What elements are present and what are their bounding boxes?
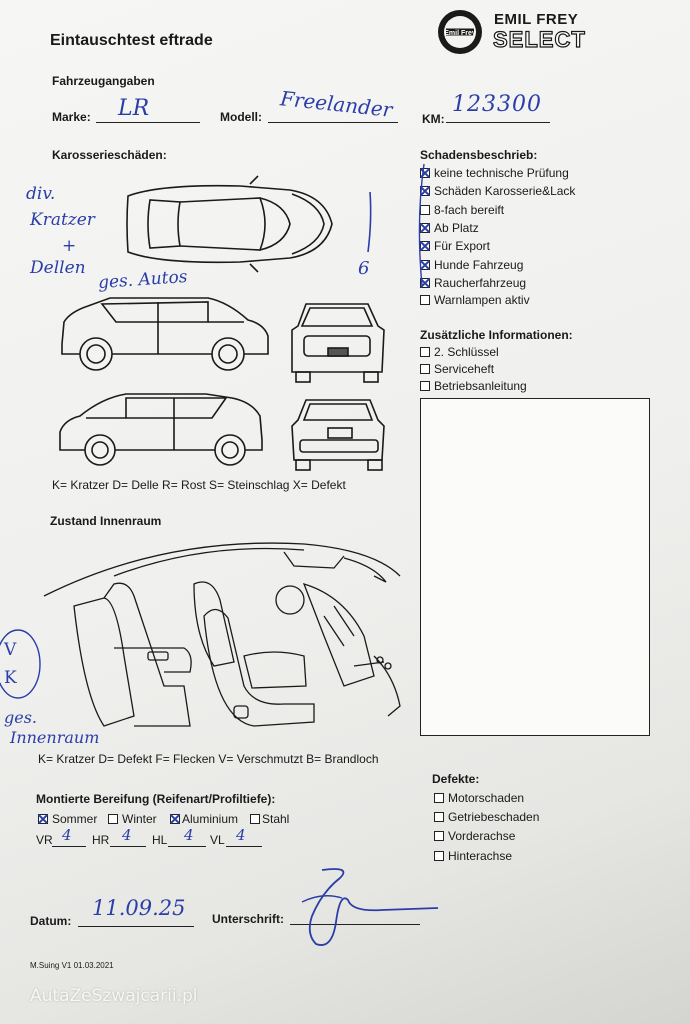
modell-label: Modell: <box>220 110 262 124</box>
car-rear-view-icon <box>290 396 390 471</box>
signature-image[interactable] <box>282 862 442 952</box>
depth-vr-value[interactable]: 4 <box>62 826 72 844</box>
logo-line1: EMIL FREY <box>494 11 579 28</box>
depth-line <box>226 846 262 847</box>
logo-seal-icon <box>436 8 486 56</box>
car-side-view-left-icon <box>56 390 271 470</box>
additional-label: Zusätzliche Informationen: <box>420 328 573 342</box>
body-note-4: Dellen <box>30 258 86 278</box>
km-value[interactable]: 123300 <box>452 92 542 117</box>
checkbox-motorschaden[interactable] <box>434 793 444 803</box>
body-note-2: Kratzer <box>30 210 95 230</box>
form-title: Eintauschtest eftrade <box>50 32 213 49</box>
checkbox-serviceheft[interactable] <box>420 364 430 374</box>
body-note-1: div. <box>26 184 56 204</box>
emil-frey-select-logo <box>436 8 584 56</box>
logo-line2: SELECT <box>493 27 586 52</box>
list-item: Ab Platz <box>434 221 479 235</box>
checkbox-vorderachse[interactable] <box>434 831 444 841</box>
checkbox-sommer[interactable] <box>38 814 48 824</box>
car-top-view-icon <box>120 174 335 274</box>
body-note-3: + <box>62 236 77 256</box>
modell-line <box>268 122 398 123</box>
tire-type-sommer: Sommer <box>52 812 98 826</box>
list-item: Getriebeschaden <box>448 810 540 824</box>
body-side-mark: 6 <box>358 258 370 279</box>
tire-type-winter: Winter <box>122 812 157 826</box>
notes-box[interactable] <box>420 398 650 736</box>
depth-vl-label: VL <box>210 833 225 847</box>
checkbox-winter[interactable] <box>108 814 118 824</box>
depth-line <box>110 846 146 847</box>
checkbox-betriebsanleitung[interactable] <box>420 381 430 391</box>
vehicle-section-label: Fahrzeugangaben <box>52 74 155 88</box>
checkbox-getriebeschaden[interactable] <box>434 812 444 822</box>
tire-type-stahl: Stahl <box>262 812 290 826</box>
list-item: Für Export <box>434 239 491 253</box>
marke-line <box>96 122 200 123</box>
interior-label: Zustand Innenraum <box>50 514 162 528</box>
interior-legend: K= Kratzer D= Defekt F= Flecken V= Verschmutzt B= Brandloch <box>38 752 379 766</box>
interior-note-3: ges. <box>4 708 38 727</box>
defects-label: Defekte: <box>432 772 480 786</box>
body-damage-legend: K= Kratzer D= Delle R= Rost S= Steinschlag X= Defekt <box>52 478 346 492</box>
list-item: Hunde Fahrzeug <box>434 258 524 272</box>
logo-seal-text: Emil Frey <box>444 30 476 37</box>
depth-hl-label: HL <box>152 833 168 847</box>
list-item: Serviceheft <box>434 362 495 376</box>
signature-label: Unterschrift: <box>212 912 285 926</box>
tires-label: Montierte Bereifung (Reifenart/Profiltiefe): <box>36 792 276 806</box>
marke-label: Marke: <box>52 110 91 124</box>
date-line <box>78 926 194 927</box>
watermark: AutaZeSzwajcarii.pl <box>30 986 198 1006</box>
ink-bracket-icon <box>412 160 428 290</box>
body-note-5: ges. Autos <box>97 266 189 294</box>
car-interior-diagram-icon <box>44 536 404 746</box>
checkbox-warnlampen[interactable] <box>420 295 430 305</box>
list-item: Warnlampen aktiv <box>434 293 530 307</box>
depth-line <box>52 846 86 847</box>
body-damage-label: Karosserieschäden: <box>52 148 167 162</box>
date-value[interactable]: 11.09.25 <box>92 896 186 920</box>
marke-value[interactable]: LR <box>118 96 150 121</box>
list-item: Schäden Karosserie&Lack <box>434 184 576 198</box>
checkbox-hinterachse[interactable] <box>434 851 444 861</box>
depth-hr-label: HR <box>92 833 110 847</box>
list-item: Motorschaden <box>448 791 525 805</box>
interior-note-1: V <box>4 640 17 660</box>
checkbox-aluminium[interactable] <box>170 814 180 824</box>
depth-line <box>168 846 206 847</box>
damage-desc-label: Schadensbeschrieb: <box>420 148 538 162</box>
tire-type-aluminium: Aluminium <box>182 812 239 826</box>
list-item: Raucherfahrzeug <box>434 276 527 290</box>
date-label: Datum: <box>30 914 72 928</box>
depth-hr-value[interactable]: 4 <box>122 826 132 844</box>
checkbox-stahl[interactable] <box>250 814 260 824</box>
depth-vr-label: VR <box>36 833 53 847</box>
list-item: 2. Schlüssel <box>434 345 499 359</box>
km-label: KM: <box>422 112 445 126</box>
list-item: keine technische Prüfung <box>434 166 569 180</box>
car-front-view-icon <box>288 298 388 383</box>
list-item: 8-fach bereift <box>434 203 505 217</box>
depth-hl-value[interactable]: 4 <box>184 826 194 844</box>
car-side-view-right-icon <box>58 292 273 377</box>
version-text: M.Suing V1 01.03.2021 <box>30 961 114 970</box>
modell-value[interactable]: Freelander <box>279 86 394 122</box>
ink-circle-icon <box>0 630 44 700</box>
ink-stroke-icon <box>360 190 380 270</box>
list-item: Vorderachse <box>448 829 516 843</box>
list-item: Hinterachse <box>448 849 513 863</box>
interior-note-4: Innenraum <box>10 728 100 747</box>
interior-note-2: K <box>4 668 17 688</box>
depth-vl-value[interactable]: 4 <box>236 826 246 844</box>
checkbox-zweiter-schluessel[interactable] <box>420 347 430 357</box>
km-line <box>446 122 550 123</box>
list-item: Betriebsanleitung <box>434 379 527 393</box>
